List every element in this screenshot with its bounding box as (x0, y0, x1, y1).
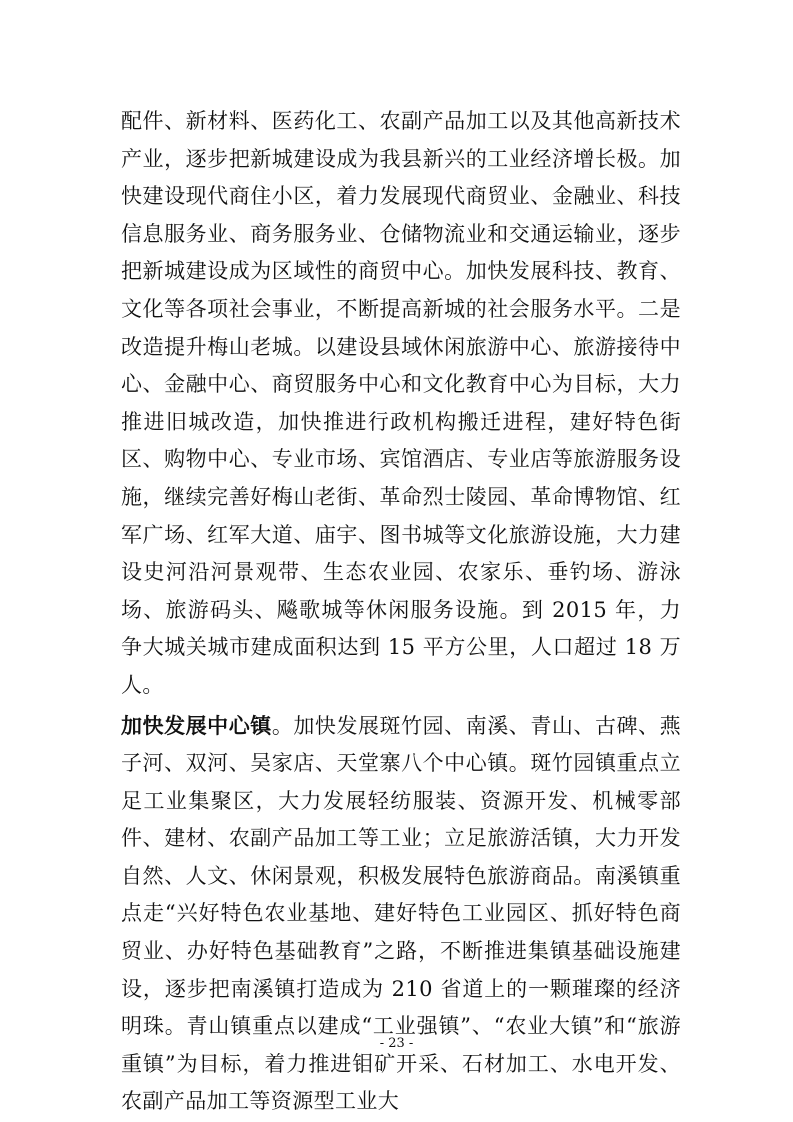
section-heading-central-towns: 加快发展中心镇 (121, 712, 272, 738)
paragraph-new-city-and-old-city (121, 103, 681, 705)
document-body (121, 103, 681, 1121)
paragraph-central-towns (121, 707, 681, 1122)
paragraph-text: 配件、新材料、医药化工、农副产品加工以及其他高新技术产业，逐步把新城建设成为我县新兴的工业经济增长极。加快建设现代商住小区，着力发展现代商贸业、金融业、科技信息服务业、商务服务业、仓储物流业和交通运输业，逐步把新城建设成为区域性的商贸中心。加快发展科技、教育、文化等各项社会事业，不断提高新城的社会服务水平。二是改造提升梅山老城。以建设县域休闲旅游中心、旅游接待中心、金融中心、商贸服务中心和文化教育中心为目标，大力推进旧城改造，加快推进行政机构搬迁进程，建好特色街区、购物中心、专业市场、宾馆酒店、专业店等旅游服务设施，继续完善好梅山老街、革命烈士陵园、革命博物馆、红军广场、红军大道、庙宇、图书城等文化旅游设施，大力建设史河沿河景观带、生态农业园、农家乐、垂钓场、游泳场、旅游码头、飚歌城等休闲服务设施。到 2015 年，力争大城关城市建成面积达到 15 平方公里，人口超过 18 万人。 (121, 109, 681, 697)
paragraph-text: 。加快发展斑竹园、南溪、青山、古碑、燕子河、双河、吴家店、天堂寨八个中心镇。斑竹园镇重点立足工业集聚区，大力发展轻纺服装、资源开发、机械零部件、建材、农副产品加工等工业；立足旅游活镇，大力开发自然、人文、休闲景观，积极发展特色旅游商品。南溪镇重点走“兴好特色农业基地、建好特色工业园区、抓好特色商贸业、办好特色基础教育”之路，不断推进集镇基础设施建设，逐步把南溪镇打造成为 210 省道上的一颗璀璨的经济明珠。青山镇重点以建成“工业强镇”、“农业大镇”和“旅游重镇”为目标，着力推进钼矿开采、石材加工、水电开发、农副产品加工等资源型工业大 (121, 713, 681, 1114)
page-number: - 23 - (379, 1036, 414, 1051)
